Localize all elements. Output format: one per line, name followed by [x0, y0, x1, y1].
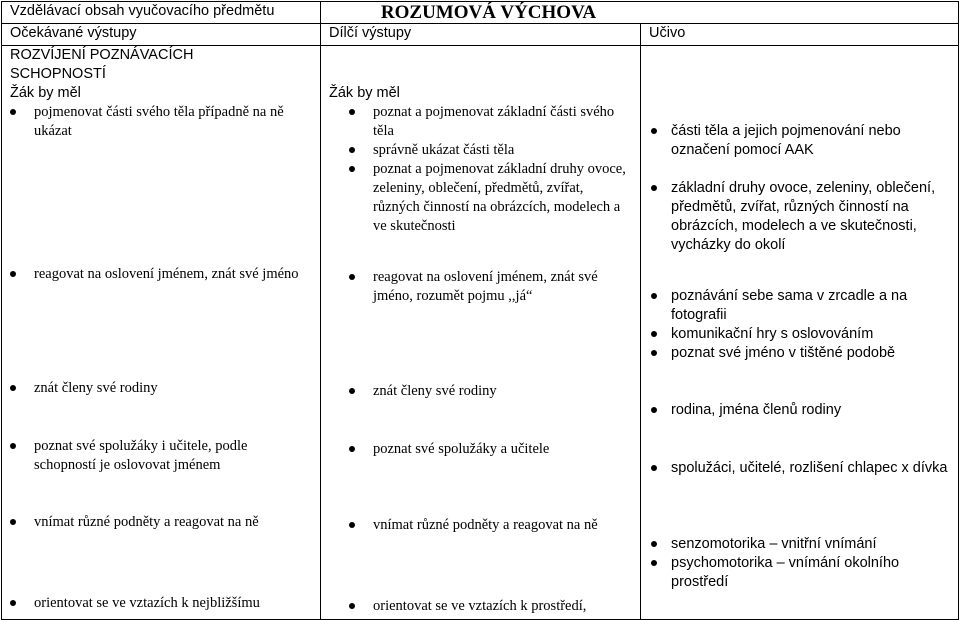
expected-item: znát členy své rodiny	[10, 379, 312, 398]
col-header-curriculum: Učivo	[641, 24, 959, 46]
partial-group	[329, 516, 632, 535]
expected-group	[10, 437, 312, 475]
subject-title: ROZUMOVÁ VÝCHOVA	[380, 2, 597, 23]
expected-group	[10, 103, 312, 141]
expected-item: reagovat na oslovení jménem, znát své jméno	[10, 265, 312, 284]
partial-item: poznat a pojmenovat základní druhy ovoce, zeleniny, oblečení, předmětů, zvířat, různých činností na obrázcích, modelech a ve skutečnosti	[329, 160, 632, 236]
expected-outcomes-cell	[2, 46, 321, 620]
partial-group	[329, 268, 632, 306]
expected-group	[10, 513, 312, 532]
area-label: Vzdělávací obsah vyučovacího předmětu	[2, 2, 321, 24]
partial-item: znát členy své rodiny	[329, 382, 632, 401]
partial-group	[329, 103, 632, 236]
curriculum-item: poznat své jméno v tištěné podobě	[649, 344, 950, 363]
curriculum-item: části těla a jejich pojmenování nebo označení pomocí AAK	[649, 122, 950, 160]
pupil-should-label: Žák by měl	[329, 85, 400, 101]
section-title-line2: SCHOPNOSTÍ	[10, 66, 106, 82]
partial-item: poznat a pojmenovat základní části svého těla	[329, 103, 632, 141]
partial-item: správně ukázat části těla	[329, 141, 632, 160]
partial-outcomes-cell	[321, 46, 641, 620]
curriculum-item: poznávání sebe sama v zrcadle a na fotografii	[649, 287, 950, 325]
partial-item: reagovat na oslovení jménem, znát své jméno, rozumět pojmu ,,já“	[329, 268, 632, 306]
expected-group	[10, 594, 312, 613]
curriculum-item: komunikační hry s oslovováním	[649, 325, 950, 344]
curriculum-group	[649, 459, 950, 478]
expected-item: pojmenovat části svého těla případně na ně ukázat	[10, 103, 312, 141]
col-header-partial: Dílčí výstupy	[321, 24, 641, 46]
content-row	[2, 46, 959, 620]
partial-item: vnímat různé podněty a reagovat na ně	[329, 516, 632, 535]
partial-group	[329, 382, 632, 401]
partial-group	[329, 440, 632, 459]
curriculum-group	[649, 122, 950, 255]
pupil-should-label: Žák by měl	[10, 85, 81, 101]
curriculum-list	[649, 122, 950, 619]
expected-item: poznat své spolužáky i učitele, podle schopností je oslovovat jménem	[10, 437, 312, 475]
expected-item: orientovat se ve vztazích k nejbližšímu	[10, 594, 312, 613]
curriculum-group	[649, 535, 950, 592]
curriculum-item: základní druhy ovoce, zeleniny, oblečení, předmětů, zvířat, různých činností na obrázcích, modelech a ve skutečnosti, vycházky do okolí	[649, 179, 950, 255]
curriculum-table	[1, 1, 959, 620]
partial-item: orientovat se ve vztazích k prostředí,	[329, 597, 632, 616]
col-header-expected: Očekávané výstupy	[2, 24, 321, 46]
expected-group	[10, 265, 312, 284]
partial-group	[329, 597, 632, 616]
curriculum-item: rodina, jména členů rodiny	[649, 401, 950, 420]
curriculum-cell	[641, 46, 959, 620]
curriculum-group	[649, 401, 950, 420]
subject-title-cell	[321, 2, 959, 24]
expected-item: vnímat různé podněty a reagovat na ně	[10, 513, 312, 532]
expected-group	[10, 379, 312, 398]
partial-outcomes-list	[329, 103, 632, 614]
curriculum-item: senzomotorika – vnitřní vnímání	[649, 535, 950, 554]
curriculum-item: psychomotorika – vnímání okolního prostředí	[649, 554, 950, 592]
column-header-row	[2, 24, 959, 46]
curriculum-item: spolužáci, učitelé, rozlišení chlapec x dívka	[649, 459, 950, 478]
partial-item: poznat své spolužáky a učitele	[329, 440, 632, 459]
section-title-line1: ROZVÍJENÍ POZNÁVACÍCH	[10, 47, 194, 63]
expected-outcomes-list	[10, 103, 312, 611]
curriculum-group	[649, 287, 950, 363]
subject-header-row	[2, 2, 959, 24]
